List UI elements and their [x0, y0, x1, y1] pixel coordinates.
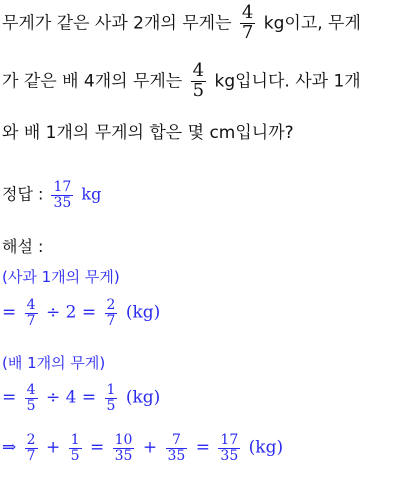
unit: (kg)	[125, 387, 161, 408]
denominator: 5	[70, 447, 80, 464]
answer-fraction	[51, 180, 73, 210]
denominator: 7	[26, 447, 36, 464]
numerator: 10	[114, 432, 133, 448]
question-text: kg입니다. 사과 1개	[214, 71, 361, 92]
answer-unit: kg	[81, 184, 102, 204]
fraction	[166, 433, 188, 463]
plus-sign: +	[45, 437, 61, 458]
equals-sign: =	[2, 302, 17, 323]
denominator: 7	[241, 21, 254, 43]
solution-step-2	[2, 383, 160, 413]
answer-line	[2, 180, 101, 210]
denominator: 7	[26, 312, 36, 329]
denominator: 5	[192, 79, 205, 101]
plus-sign: +	[142, 437, 158, 458]
denominator: 35	[114, 447, 133, 464]
equals-sign: =	[2, 387, 17, 408]
denominator: 35	[220, 447, 239, 464]
fraction	[25, 383, 38, 413]
solution-step-1	[2, 298, 160, 328]
numerator: 4	[241, 2, 254, 23]
numerator: 4	[26, 297, 36, 313]
question-text: 무게가 같은 사과 2개의 무게는	[2, 13, 232, 34]
numerator: 2	[26, 432, 36, 448]
operation: ÷ 4 =	[45, 387, 97, 408]
numerator: 2	[106, 297, 116, 313]
solution-heading-apple: (사과 1개의 무게)	[2, 268, 120, 286]
question-text: kg이고, 무게	[263, 13, 361, 34]
denominator: 35	[167, 447, 186, 464]
numerator: 7	[171, 432, 181, 448]
solution-step-3	[2, 433, 283, 463]
numerator: 4	[26, 382, 36, 398]
numerator: 1	[70, 432, 80, 448]
fraction	[69, 433, 82, 463]
solution-heading-pear: (배 1개의 무게)	[2, 354, 106, 372]
numerator: 4	[192, 60, 205, 81]
fraction	[218, 433, 240, 463]
question-line-3	[2, 118, 294, 143]
fraction	[105, 383, 118, 413]
fraction	[240, 4, 255, 43]
implies-arrow: ⇒	[2, 437, 17, 458]
numerator: 17	[53, 179, 72, 195]
equals-sign: =	[89, 437, 105, 458]
denominator: 7	[106, 312, 116, 329]
unit: (kg)	[248, 437, 284, 458]
denominator: 5	[106, 397, 116, 414]
fraction	[105, 298, 118, 328]
unit: (kg)	[125, 302, 161, 323]
question-text: 와 배 1개의 무게의 합은 몇 cm입니까?	[2, 123, 294, 143]
numerator: 17	[220, 432, 239, 448]
answer-label: 정답 :	[2, 184, 44, 204]
fraction	[25, 433, 38, 463]
fraction	[25, 298, 38, 328]
question-line-1	[2, 4, 361, 43]
numerator: 1	[106, 382, 116, 398]
denominator: 5	[26, 397, 36, 414]
solution-label: 해설 :	[2, 237, 44, 256]
fraction	[113, 433, 135, 463]
question-line-2	[2, 62, 361, 101]
operation: ÷ 2 =	[45, 302, 97, 323]
question-text: 가 같은 배 4개의 무게는	[2, 71, 183, 92]
equals-sign: =	[195, 437, 210, 458]
denominator: 35	[53, 194, 72, 211]
fraction	[191, 62, 206, 101]
